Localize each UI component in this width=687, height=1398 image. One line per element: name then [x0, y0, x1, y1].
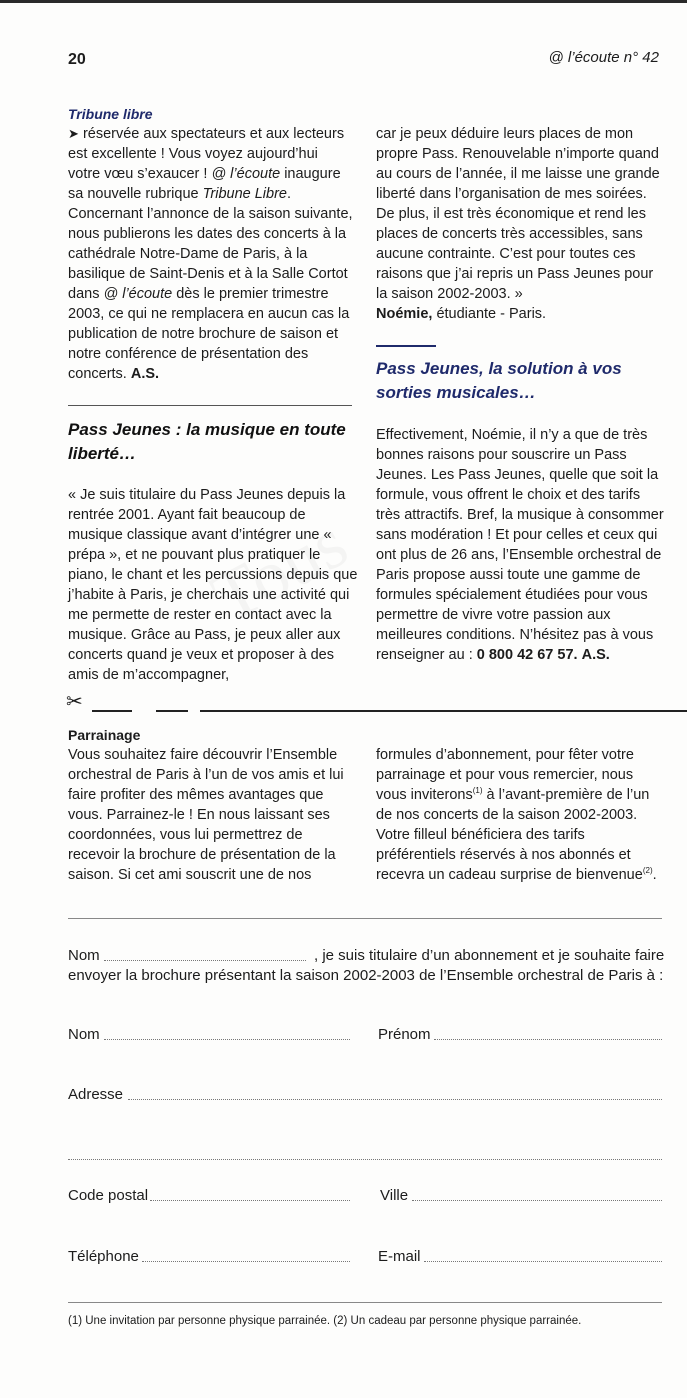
- nom-label: Nom: [68, 1026, 100, 1043]
- footnotes: (1) Une invitation par personne physique parrainée. (2) Un cadeau par personne physique parrainée.: [68, 1315, 582, 1327]
- ville-field[interactable]: [412, 1200, 662, 1201]
- article1-body-right: car je peux déduire leurs places de mon propre Pass. Renouvelable n’importe quand au cours de l’année, il me laisse une grande liberté dans l’organisation de mes soirées. De plus, il est très économique et rend les places de concerts très accessibles, sans aucune contrainte. C’est pour toutes ces raisons que j’ai repris un Pass Jeunes pour la saison 2002-2003. » Noémie, étudiante - Paris.: [376, 126, 660, 322]
- prenom-field[interactable]: [434, 1039, 662, 1040]
- article2-body: Effectivement, Noémie, il n’y a que de très bonnes raisons pour souscrire un Pass Jeunes. Les Pass Jeunes, quelle que soit la formule, vous offrent le choix et des tarifs très attractifs. Bref, la musique à consommer sans modération ! Et pour celles et ceux qui ont plus de 26 ans, l’Ensemble orchestral de Paris propose aussi toute une gamme de formules spécialement étudiées pour vous permettre de vivre votre passion aux meilleures conditions. N’hésitez pas à vous renseigner au : 0 800 42 67 57. A.S.: [376, 427, 664, 663]
- adresse-field-line2[interactable]: [68, 1159, 662, 1160]
- telephone-label: Téléphone: [68, 1248, 139, 1265]
- arrow-right-icon: ➤: [68, 126, 79, 141]
- parrainage-title: Parrainage: [68, 727, 141, 743]
- article1-body-left: « Je suis titulaire du Pass Jeunes depuis la rentrée 2001. Ayant fait beaucoup de musique classique avant d’intégrer une « prépa », et ne pouvant plus pratiquer le piano, le chant et les percussions depuis que j’habite à Paris, je cherchais une activité qui me permette de rester en contact avec la musique. Grâce au Pass, je peux aller aux concerts quand je veux et proposer à des amis de m’accompagner,: [68, 487, 358, 683]
- article2-signature: A.S.: [581, 647, 610, 663]
- issue-label: @ l’écoute n° 42: [548, 49, 659, 66]
- code-postal-field[interactable]: [150, 1200, 350, 1201]
- adresse-field[interactable]: [128, 1099, 662, 1100]
- scissors-icon: ✂: [66, 691, 83, 713]
- nom-field[interactable]: [104, 1039, 350, 1040]
- email-label: E-mail: [378, 1248, 421, 1265]
- intro-text: , je suis titulaire d’un abonnement et je souhaite faire envoyer la brochure présentant la saison 2002-2003 de l’Ensemble orchestral de Paris à :: [68, 947, 665, 984]
- page-number: 20: [68, 51, 86, 68]
- adresse-label: Adresse: [68, 1086, 124, 1103]
- tribune-signature: A.S.: [130, 366, 160, 382]
- prenom-label: Prénom: [378, 1026, 431, 1043]
- cut-line-dash-1: [92, 710, 132, 712]
- email-field[interactable]: [424, 1261, 662, 1262]
- article1-heading: Pass Jeunes : la musique en toute liberté…: [68, 420, 346, 463]
- article2-heading: Pass Jeunes, la solution à vos sorties musicales…: [376, 359, 622, 402]
- parrainage-right: formules d’abonnement, pour fêter votre parrainage et pour vous remercier, nous vous inviterons$^{(1)}$ à l’avant-première de l’un de nos concerts de la saison 2002-2003. Votre filleul bénéficiera des tarifs préférentiels réservés à nos abonnés et recevra un cadeau surprise de bienvenue$^{(2)}$.: [376, 747, 657, 883]
- cut-line: [200, 710, 687, 712]
- parrainage-left: Parrainage Vous souhaitez faire découvrir l’Ensemble orchestral de Paris à l’un de vos amis et lui faire profiter des mêmes avantages que vous. Parrainez-le ! En nous laissant ses coordonnées, vous lui permettrez de recevoir la brochure de présentation de la saison. Si cet ami souscrit une de nos: [68, 725, 358, 885]
- phone-number: 0 800 42 67 57.: [476, 647, 578, 663]
- footnote-rule: [68, 1302, 662, 1303]
- ville-label: Ville: [380, 1187, 409, 1204]
- top-border: [0, 0, 687, 3]
- tribune-label: Tribune libre: [68, 106, 153, 122]
- divider-left: [68, 405, 352, 406]
- telephone-field[interactable]: [142, 1261, 350, 1262]
- cut-line-dash-2: [156, 710, 188, 712]
- form-top-rule: [68, 918, 662, 919]
- author-name: Noémie,: [376, 306, 433, 322]
- code-postal-label: Code postal: [68, 1187, 149, 1204]
- intro-name-label: Nom: [68, 947, 100, 964]
- divider-short: [376, 345, 436, 347]
- tribune-text: ➤ réservée aux spectateurs et aux lecteurs est excellente ! Vous voyez aujourd’hui votre vœu s’exaucer ! @ l’écoute inaugure sa nouvelle rubrique Tribune Libre. Concernant l’annonce de la saison suivante, nous publierons les dates des concerts à la cathédrale Notre-Dame de Paris, à la basilique de Saint-Denis et à la Salle Cortot dans @ l’écoute dès le premier trimestre 2003, ce qui ne remplacera en aucun cas la publication de notre brochure de saison et notre conférence de présentation des concerts. A.S.: [68, 126, 353, 382]
- tribune-section: [68, 104, 354, 384]
